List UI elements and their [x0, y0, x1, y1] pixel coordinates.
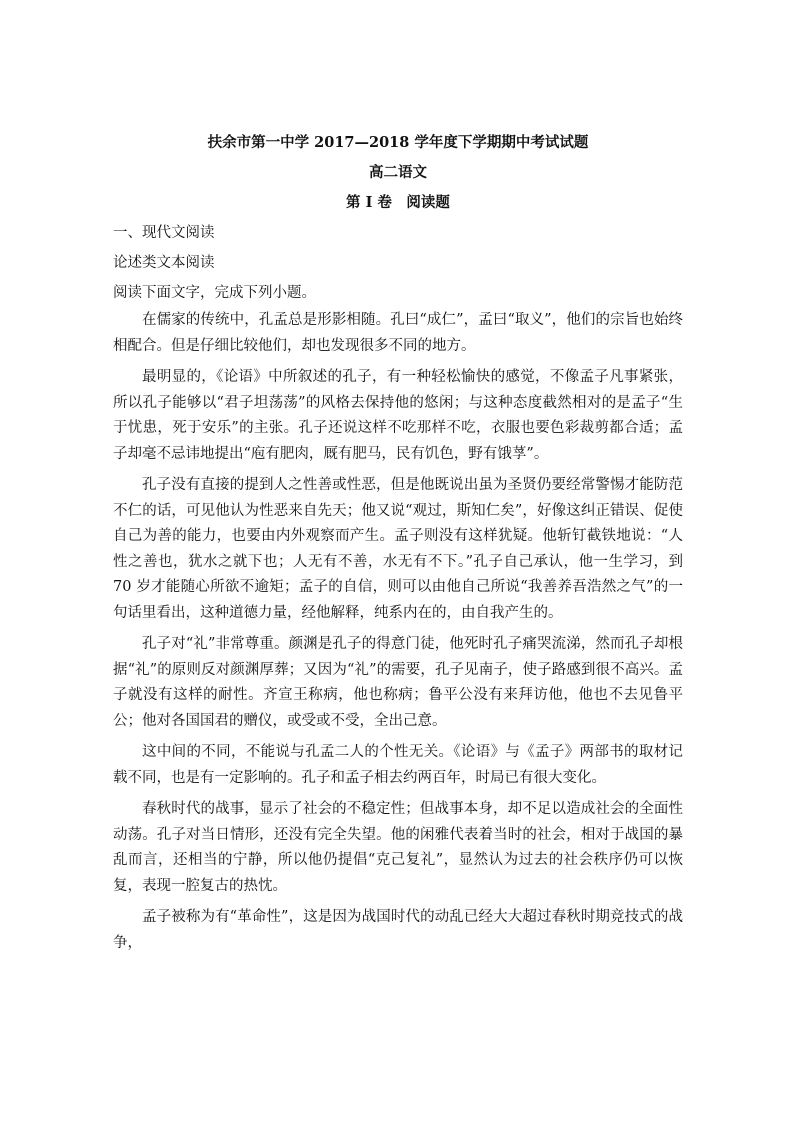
section-title: 第 I 卷 阅读题	[346, 194, 450, 211]
subject-title: 高二语文	[369, 164, 427, 181]
passage-paragraph-1: 在儒家的传统中，孔孟总是形影相随。孔曰“成仁”，孟曰“取义”，他们的宗旨也始终相配合。但是仔细比较他们，却也发现很多不同的地方。	[113, 312, 683, 354]
passage-paragraph-3: 孔子没有直接的提到人之性善或性恶，但是他既说出虽为圣贤仍要经常警惕才能防范不仁的话，可见他认为性恶来自先天；他又说“观过，斯知仁矣”，好像这纠正错误、促使自己为善的能力，也要由内外观察而产生。孟子则没有这样犹疑。他斩钉截铁地说：“人性之善也，犹水之就下也；人无有不善，水无有不下。”孔子自己承认，他一生学习，到 70 岁才能随心所欲不逾矩；孟子的自信，则可以由他自己所说“我善养吾浩然之气”的一句话里看出，这种道德力量，经他解释，纯系内在的，由自我产生的。	[113, 477, 683, 621]
passage-paragraph-7: 孟子被称为有“革命性”，这是因为战国时代的动乱已经大大超过春秋时期竞技式的战争，	[113, 909, 683, 951]
section-heading: 一、现代文阅读	[113, 225, 215, 241]
passage-paragraph-6: 春秋时代的战事，显示了社会的不稳定性；但战事本身，却不足以造成社会的全面性动荡。孔子对当日情形，还没有完全失望。他的闲雅代表着当时的社会，相对于战国的暴乱而言，还相当的宁静，所以他仍提倡“克己复礼”，显然认为过去的社会秩序仍可以恢复，表现一腔复古的热忱。	[113, 801, 683, 894]
exam-page	[113, 128, 683, 962]
passage-paragraph-5: 这中间的不同，不能说与孔孟二人的个性无关。《论语》与《孟子》两部书的取材记载不同，也是有一定影响的。孔子和孟子相去约两百年，时局已有很大变化。	[113, 744, 683, 786]
exam-title: 扶余市第一中学 2017—2018 学年度下学期期中考试试题	[207, 134, 589, 151]
instruction-text: 阅读下面文字，完成下列小题。	[113, 285, 316, 301]
passage-paragraph-4: 孔子对“礼”非常尊重。颜渊是孔子的得意门徒，他死时孔子痛哭流涕，然而孔子却根据“礼”的原则反对颜渊厚葬；又因为“礼”的需要，孔子见南子，使子路感到很不高兴。孟子就没有这样的耐性。齐宣王称病，他也称病；鲁平公没有来拜访他，他也不去见鲁平公；他对各国国君的赠仪，或受或不受，全出己意。	[113, 636, 683, 729]
passage-paragraph-2: 最明显的，《论语》中所叙述的孔子，有一种轻松愉快的感觉，不像孟子凡事紧张，所以孔子能够以“君子坦荡荡”的风格去保持他的悠闲；与这种态度截然相对的是孟子“生于忧患，死于安乐”的主张。孔子还说这样不吃那样不吃，衣服也要色彩裁剪都合适；孟子却毫不忌讳地提出“庖有肥肉，厩有肥马，民有饥色，野有饿莩”。	[113, 369, 683, 462]
subsection-heading: 论述类文本阅读	[113, 255, 215, 271]
